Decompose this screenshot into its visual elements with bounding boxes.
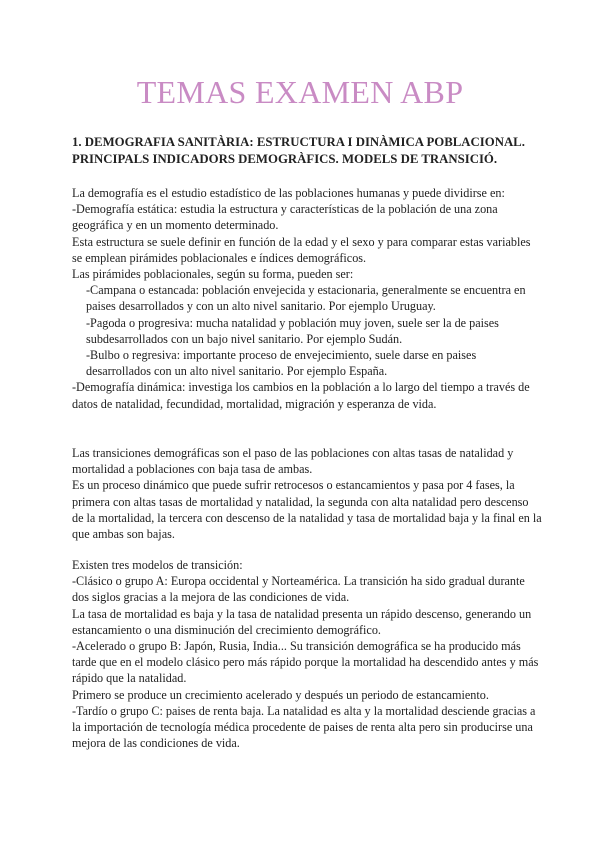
paragraph: Esta estructura se suele definir en función de la edad y el sexo y para comparar estas variables se emplean pirámides poblacionales e índices demográficos. xyxy=(72,234,531,265)
paragraph: -Acelerado o grupo B: Japón, Rusia, India... Su transición demográfica se ha producido más tarde que en el modelo clásico pero más rápido porque la mortalidad ha descendido antes y más rápido que la natalidad. xyxy=(72,639,539,686)
paragraph: -Clásico o grupo A: Europa occidental y Norteamérica. La transición ha sido gradual durante dos siglos gracias a la mejora de las condiciones de vida. xyxy=(72,574,525,605)
paragraph: -Tardío o grupo C: paises de renta baja. La natalidad es alta y la mortalidad desciende gracias a la importación de tecnología médica procedente de paises de renta alta pero sin producirse una mejora de las condiciones de vida. xyxy=(72,703,536,751)
list-item: -Pagoda o progresiva: mucha natalidad y población muy joven, suele ser la de paises subdesarrollados con un bajo nivel sanitario. Por ejemplo Sudán. xyxy=(86,315,499,346)
section-modelos xyxy=(72,557,542,751)
paragraph: Las pirámides poblacionales, según su forma, pueden ser: xyxy=(72,267,354,282)
list-item: -Bulbo o regresiva: importante proceso de envejecimiento, suele darse en paises desarrollados con un alto nivel sanitario. Por ejemplo España. xyxy=(86,348,477,379)
paragraph: Primero se produce un crecimiento acelerado y después un periodo de estancamiento. xyxy=(72,687,489,702)
section-demografia xyxy=(72,185,542,412)
paragraph: La demografía es el estudio estadístico de las poblaciones humanas y puede dividirse en: xyxy=(72,186,505,200)
list-item: -Campana o estancada: población envejecida y estacionaria, generalmente se encuentra en paises desarrollados y con un alto nivel sanitario. Por ejemplo Uruguay. xyxy=(86,283,526,314)
paragraph: La tasa de mortalidad es baja y la tasa de natalidad presenta un rápido descenso, generando un estancamiento o una disminución del crecimiento demográfico. xyxy=(72,606,532,637)
paragraph: -Demografía dinámica: investiga los cambios en la población a lo largo del tiempo a través de datos de natalidad, fecundidad, mortalidad, migración y esperanza de vida. xyxy=(72,380,530,411)
paragraph: Las transiciones demográficas son el paso de las poblaciones con altas tasas de natalidad y mortalidad a poblaciones con baja tasa de ambas. xyxy=(72,446,514,477)
page-title: TEMAS EXAMEN ABP xyxy=(136,74,464,110)
paragraph: Existen tres modelos de transición: xyxy=(72,558,243,572)
section-heading: 1. DEMOGRAFIA SANITÀRIA: ESTRUCTURA I DINÀMICA POBLACIONAL. PRINCIPALS INDICADORS DEMOGRÀFICS. MODELS DE TRANSICIÓ. xyxy=(72,135,525,166)
paragraph: Es un proceso dinámico que puede sufrir retrocesos o estancamientos y pasa por 4 fases, la primera con altas tasas de mortalidad y natalidad, la segunda con alta natalidad pero descenso de la mortalidad, la tercera con descenso de la natalidad y tasa de mortalidad baja y la final en la que ambas son bajas. xyxy=(72,478,542,542)
section-transiciones xyxy=(72,445,542,542)
paragraph: -Demografía estática: estudia la estructura y características de la población de una zona geográfica y en un momento determinado. xyxy=(72,202,498,233)
